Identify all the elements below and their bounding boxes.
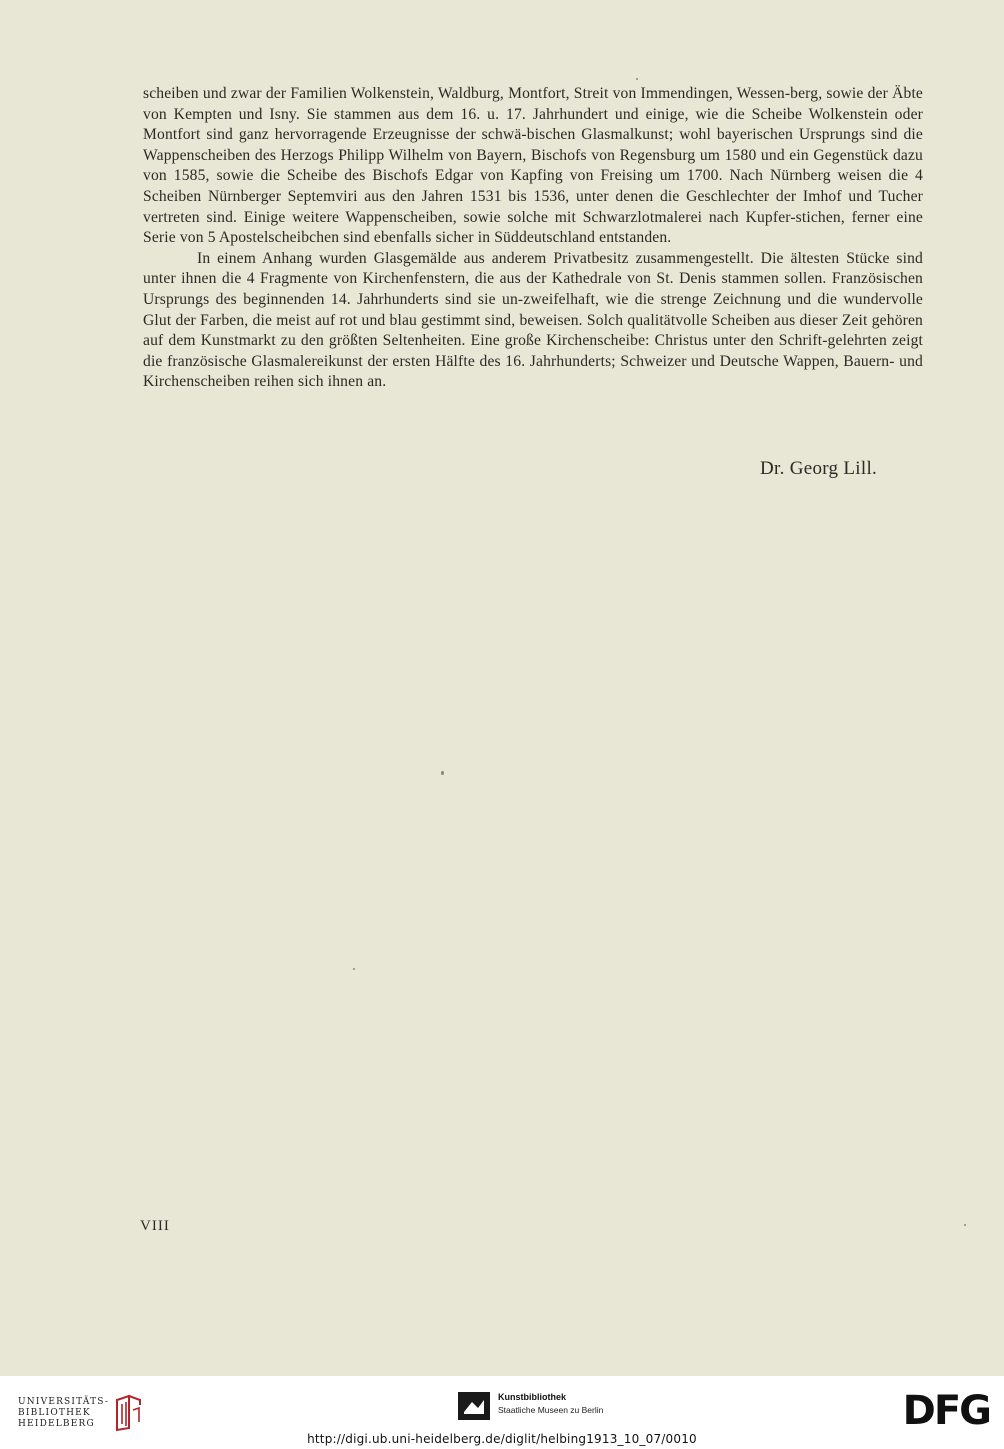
kunstbibliothek-logo[interactable] — [458, 1392, 603, 1420]
kunstbibliothek-icon — [458, 1392, 490, 1420]
dfg-logo[interactable]: DFG — [902, 1388, 990, 1434]
scan-speck — [964, 1224, 966, 1226]
scan-speck — [353, 968, 355, 970]
author-signature: Dr. Georg Lill. — [760, 458, 878, 479]
scan-speck — [636, 78, 638, 80]
body-text — [143, 84, 923, 393]
permalink-url[interactable]: http://digi.ub.uni-heidelberg.de/diglit/helbing1913_10_07/0010 — [307, 1432, 697, 1446]
scan-speck — [441, 771, 444, 775]
kunstbibliothek-subtitle: Staatliche Museen zu Berlin — [498, 1405, 604, 1415]
ub-logo-mark-icon — [113, 1394, 143, 1432]
page-number: VIII — [140, 1218, 170, 1234]
kunstbibliothek-title: Kunstbibliothek — [498, 1392, 566, 1402]
ub-heidelberg-logo[interactable] — [18, 1394, 143, 1432]
paragraph-2: In einem Anhang wurden Glasgemälde aus anderem Privatbesitz zusammengestellt. Die ältesten Stücke sind unter ihnen die 4 Fragmente von Kirchenfenstern, die aus der Kathedrale von St. Denis stammen sollen. Französischen Ursprungs des beginnenden 14. Jahrhunderts sind sie un-zweifelhaft, wie die strenge Zeichnung und die wundervolle Glut der Farben, die meist auf rot und blau gestimmt sind, beweisen. Solch qualitätvolle Scheiben aus dieser Zeit gehören auf dem Kunstmarkt zu den größten Seltenheiten. Eine große Kirchenscheibe: Christus unter den Schrift-gelehrten zeigt die französische Glasmalereikunst der ersten Hälfte des 16. Jahrhunderts; Schweizer und Deutsche Wappen, Bauern- und Kirchenscheiben reihen sich ihnen an. — [143, 249, 923, 391]
paragraph-1: scheiben und zwar der Familien Wolkenstein, Waldburg, Montfort, Streit von Immendingen, Wessen-berg, sowie der Äbte von Kempten und Isny. Sie stammen aus dem 16. u. 17. Jahrhundert und einige, wie die Scheibe Wolkenstein oder Montfort sind ganz hervorragende Erzeugnisse der schwä-bischen Glasmalkunst; wohl bayerischen Ursprungs sind die Wappenscheiben des Herzogs Philipp Wilhelm von Bayern, Bischofs von Regensburg um 1580 und ein Gegenstück dazu von 1585, sowie die Scheibe des Bischofs Edgar von Kapfing von Freising um 1700. Nach Nürnberg weisen die 4 Scheiben Nürnberger Septemviri aus den Jahren 1531 bis 1536, unter denen die Geschlechter der Imhof und Tucher vertreten sind. Einige weitere Wappenscheiben, sowie solche mit Schwarzlotmalerei nach Kupfer-stichen, ferner eine Serie von 5 Apostelscheibchen sind ebenfalls sicher in Süddeutschland entstanden. — [143, 85, 923, 247]
ub-logo-text: UNIVERSITÄTS- BIBLIOTHEK HEIDELBERG — [18, 1396, 110, 1429]
